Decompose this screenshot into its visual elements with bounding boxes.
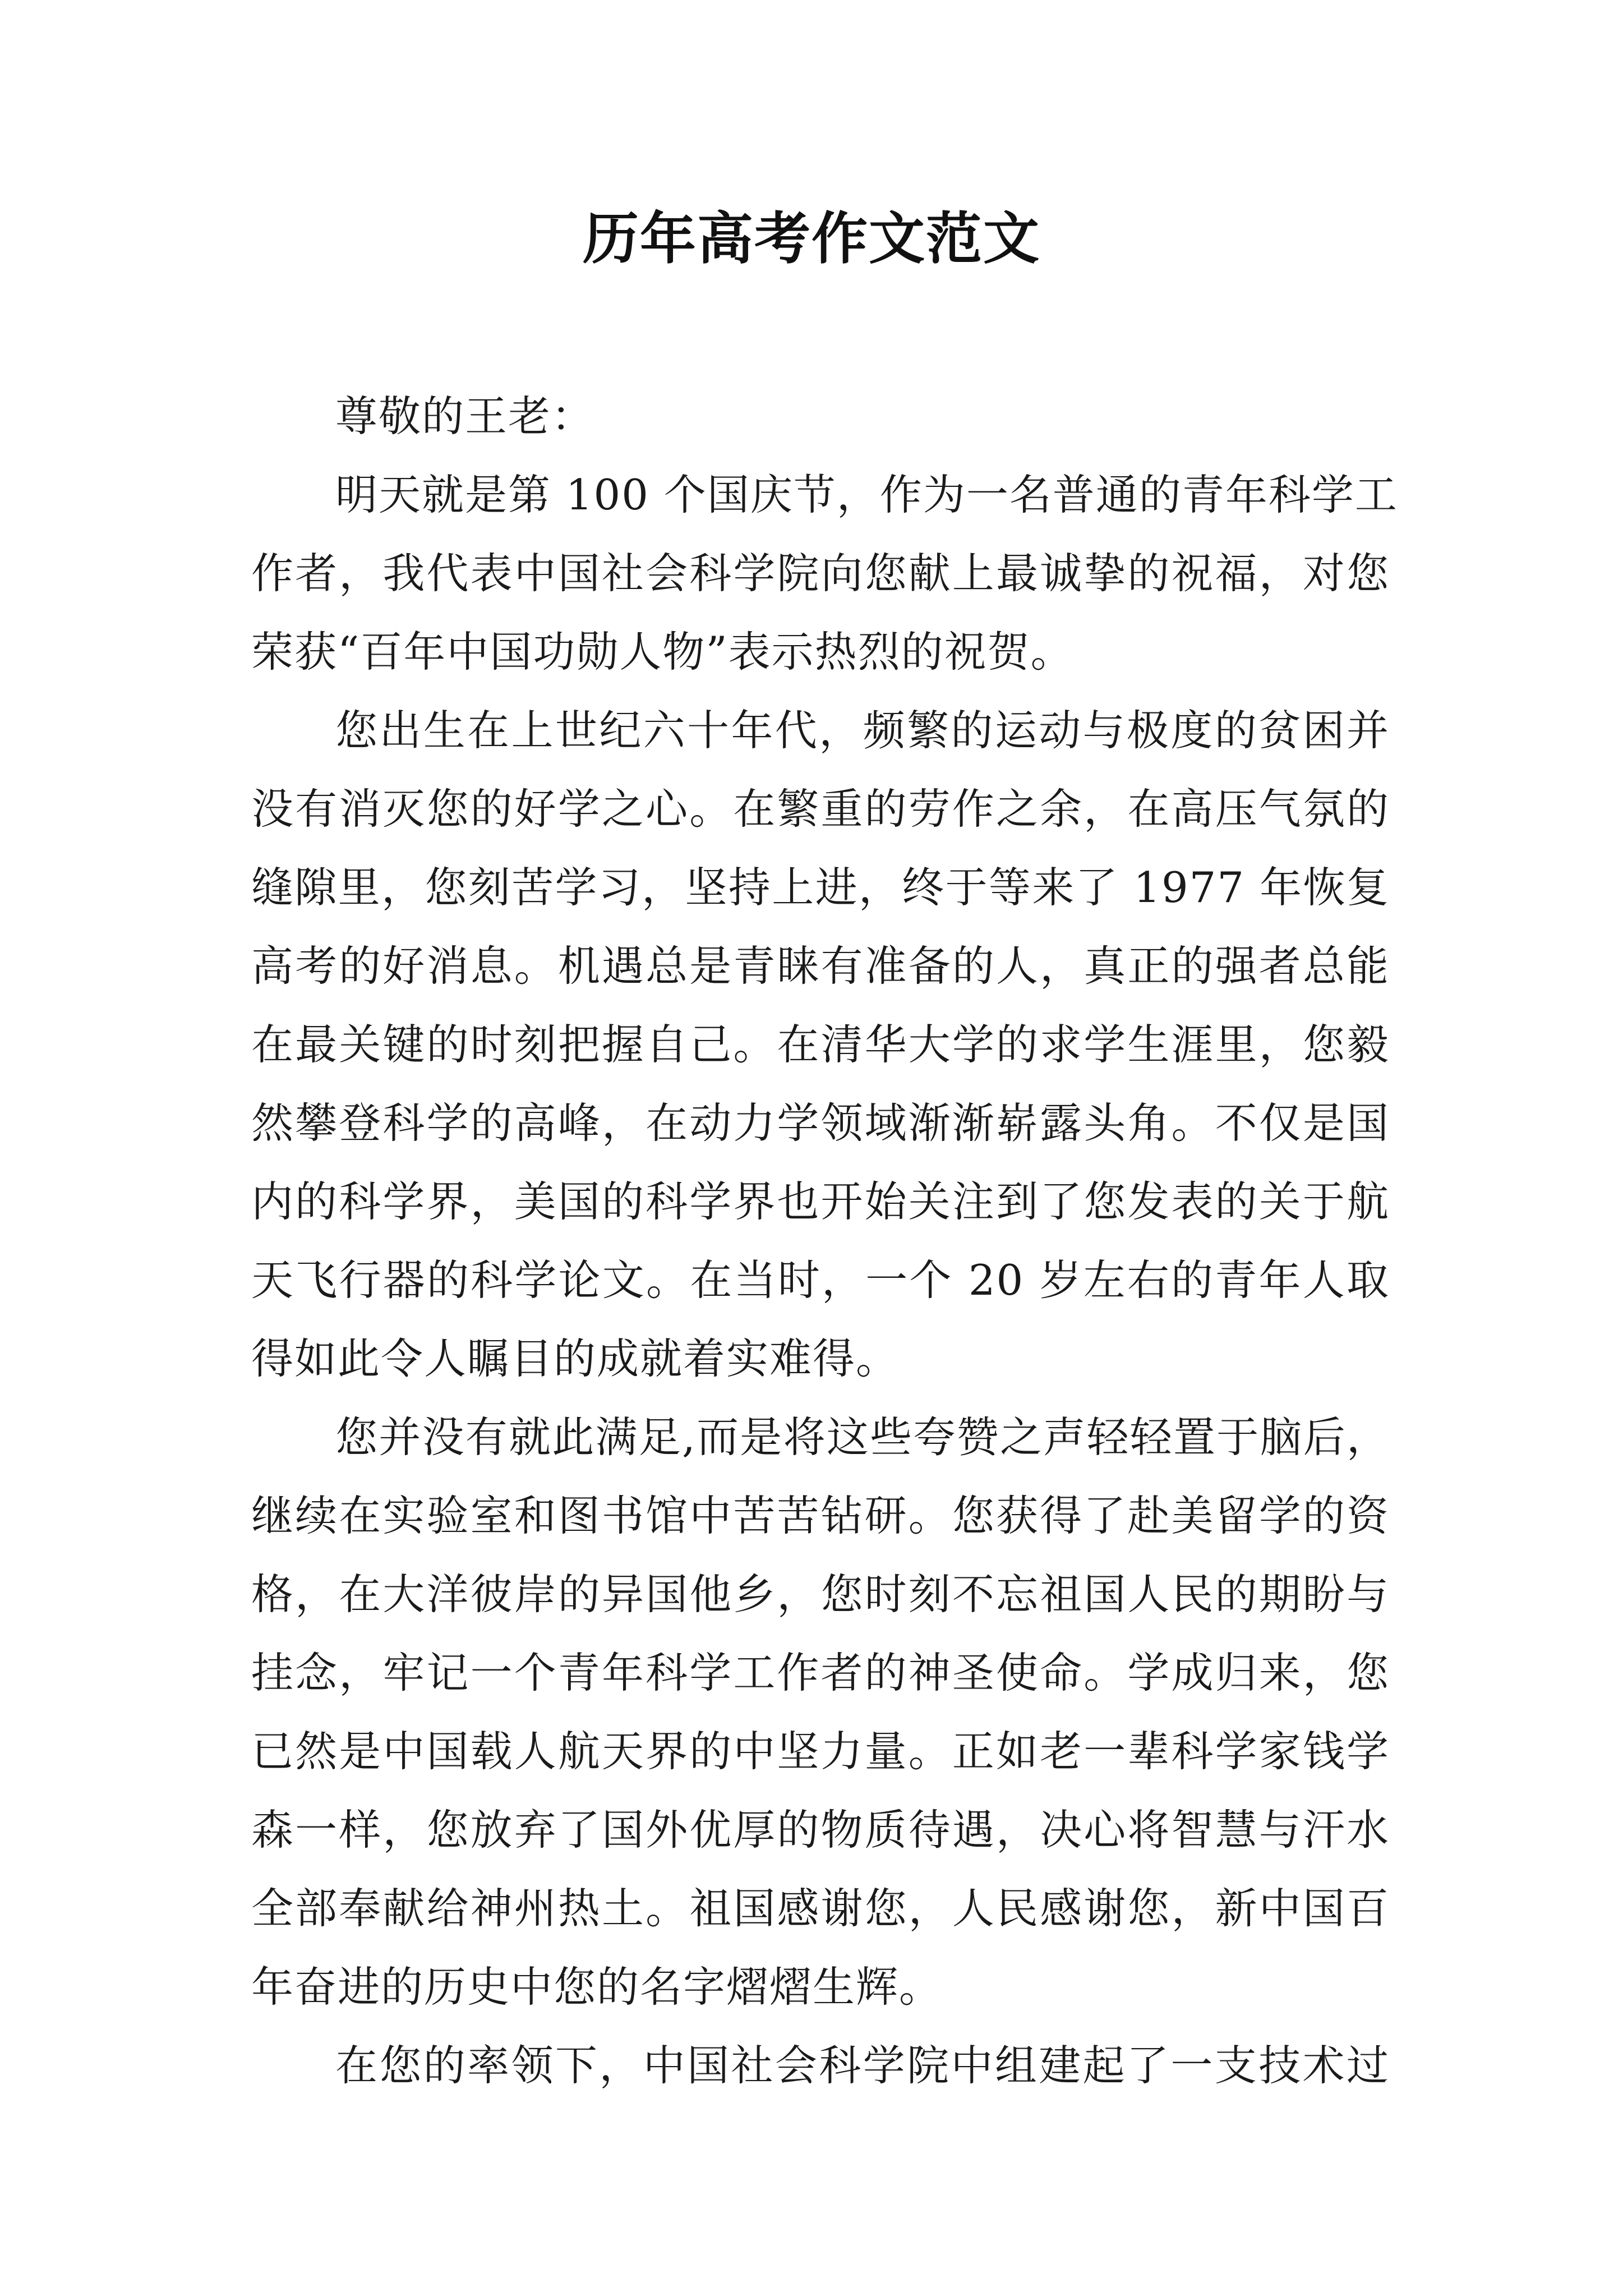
body-line: 然攀登科学的高峰，在动力学领域渐渐崭露头角。不仅是国 xyxy=(251,1098,1390,1148)
body-line: 您并没有就此满足,而是将这些夸赞之声轻轻置于脑后， xyxy=(335,1412,1390,1462)
body-line: 全部奉献给神州热土。祖国感谢您，人民感谢您，新中国百 xyxy=(251,1884,1390,1933)
body-line: 挂念，牢记一个青年科学工作者的神圣使命。学成归来，您 xyxy=(251,1648,1390,1697)
document-title: 历年高考作文范文 xyxy=(583,205,1040,272)
body-line: 格，在大洋彼岸的异国他乡，您时刻不忘祖国人民的期盼与 xyxy=(251,1570,1390,1619)
salutation-line: 尊敬的王老： xyxy=(335,392,595,441)
body-line: 森一样，您放弃了国外优厚的物质待遇，决心将智慧与汗水 xyxy=(251,1805,1390,1855)
body-line: 荣获“百年中国功勋人物”表示热烈的祝贺。 xyxy=(251,627,1074,677)
body-line: 作者，我代表中国社会科学院向您献上最诚挚的祝福，对您 xyxy=(251,549,1390,598)
body-line: 明天就是第 100 个国庆节，作为一名普通的青年科学工 xyxy=(335,470,1398,519)
body-line: 内的科学界，美国的科学界也开始关注到了您发表的关于航 xyxy=(251,1177,1390,1226)
body-line: 高考的好消息。机遇总是青睐有准备的人，真正的强者总能 xyxy=(251,941,1390,991)
document-body xyxy=(251,377,1398,2105)
body-line: 得如此令人瞩目的成就着实难得。 xyxy=(251,1334,900,1383)
body-line: 在最关键的时刻把握自己。在清华大学的求学生涯里，您毅 xyxy=(251,1020,1390,1069)
body-line: 没有消灭您的好学之心。在繁重的劳作之余，在高压气氛的 xyxy=(251,784,1390,834)
body-line: 继续在实验室和图书馆中苦苦钻研。您获得了赴美留学的资 xyxy=(251,1491,1390,1540)
body-line: 您出生在上世纪六十年代，频繁的运动与极度的贫困并 xyxy=(335,706,1390,755)
body-line: 年奋进的历史中您的名字熠熠生辉。 xyxy=(251,1962,943,2012)
body-line: 天飞行器的科学论文。在当时，一个 20 岁左右的青年人取 xyxy=(251,1255,1390,1305)
body-line: 在您的率领下，中国社会科学院中组建起了一支技术过 xyxy=(335,2041,1390,2090)
body-line: 缝隙里，您刻苦学习，坚持上进，终于等来了 1977 年恢复 xyxy=(251,863,1390,912)
body-line: 已然是中国载人航天界的中坚力量。正如老一辈科学家钱学 xyxy=(251,1727,1390,1776)
